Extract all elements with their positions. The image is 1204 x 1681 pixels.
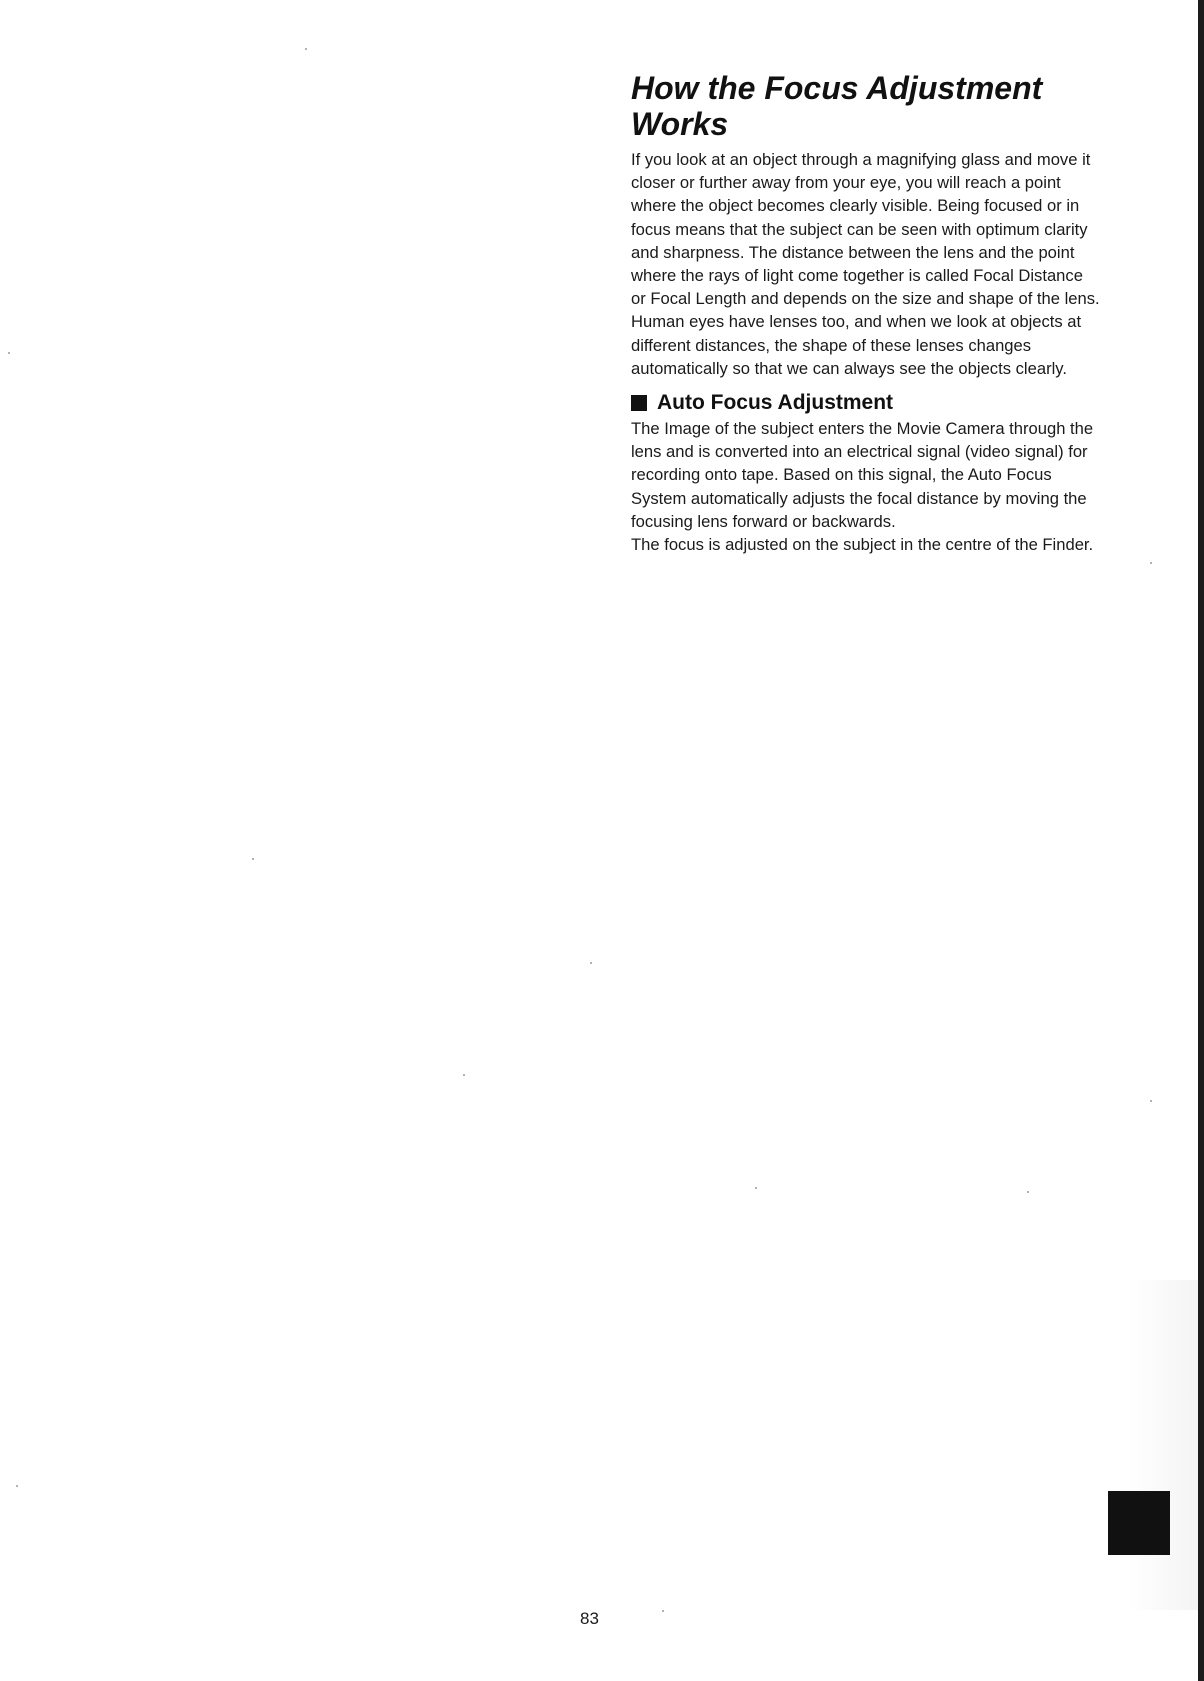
auto-focus-note: The focus is adjusted on the subject in the centre of the Finder. [631, 535, 1094, 555]
scan-speck [8, 352, 10, 354]
scan-speck [755, 1187, 757, 1189]
auto-focus-title: Auto Focus Adjustment [657, 391, 894, 415]
scan-speck [1027, 1191, 1029, 1193]
square-bullet-icon [631, 395, 647, 411]
scan-speck [590, 962, 592, 964]
scan-speck [16, 1485, 18, 1487]
intro-paragraph: If you look at an object through a magnifying glass and move it closer or further away from your eye, you will reach a point where the object becomes clearly visible. Being focused or in focus means that the subject can be seen with optimum clarity and sharpness. The distance between the lens and the point where the rays of light come together is called Focal Distance or Focal Length and depends on the size and shape of the lens. Human eyes have lenses too, and when we look at objects at different distances, the shape of these lenses changes automatically so that we can always see the objects clearly. [631, 150, 1100, 378]
scan-speck [305, 48, 307, 50]
scan-speck [252, 858, 254, 860]
section-title: How the Focus Adjustment Works [631, 70, 1043, 142]
content-column [631, 70, 1101, 556]
page-edge [1198, 0, 1204, 1681]
scan-speck [463, 1074, 465, 1076]
scan-speck [662, 1610, 664, 1612]
edge-index-tab [1108, 1491, 1170, 1555]
scan-speck [1150, 1100, 1152, 1102]
page-number: 83 [580, 1609, 599, 1628]
auto-focus-heading [631, 390, 1101, 416]
page-edge-shadow [1128, 1280, 1198, 1610]
auto-focus-body: The Image of the subject enters the Movie Camera through the lens and is converted into an electrical signal (video signal) for recording onto tape. Based on this signal, the Auto Focus System automatically adjusts the focal distance by moving the focusing lens forward or backwards. [631, 419, 1094, 531]
scan-speck [1150, 562, 1152, 564]
